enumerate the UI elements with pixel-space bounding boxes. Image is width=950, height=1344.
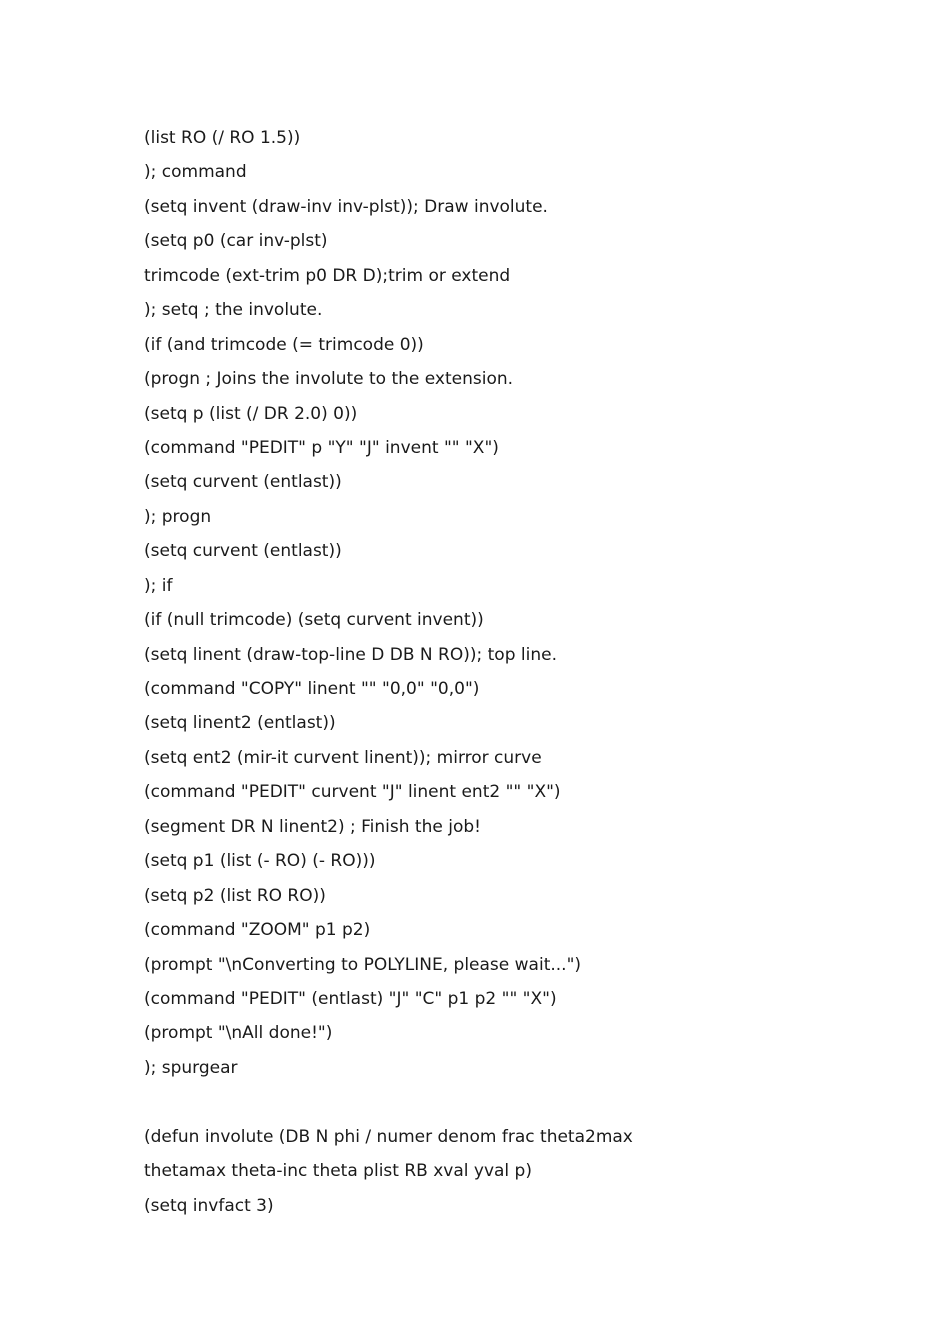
code-line: (setq curvent (entlast)) [144, 472, 342, 493]
code-line: thetamax theta-inc theta plist RB xval yval p) [144, 1161, 532, 1182]
code-line: (prompt "\nConverting to POLYLINE, please wait...") [144, 954, 582, 975]
code-line: (setq invent (draw-inv inv-plst)); Draw involute. [144, 196, 548, 217]
code-line: (setq p1 (list (- RO) (- RO))) [144, 851, 376, 872]
code-line: (setq p (list (/ DR 2.0) 0)) [144, 403, 358, 424]
code-line: ); setq ; the involute. [144, 300, 323, 321]
code-line: (setq p2 (list RO RO)) [144, 885, 326, 906]
code-line: (command "COPY" linent "" "0,0" "0,0") [144, 679, 480, 699]
code-line: (setq invfact 3) [144, 1195, 274, 1216]
code-line: (list RO (/ RO 1.5)) [144, 128, 301, 148]
code-line: ); if [144, 575, 173, 596]
code-line: (command "PEDIT" curvent "J" linent ent2 "" "X") [144, 782, 561, 803]
code-line: (setq linent2 (entlast)) [144, 713, 336, 734]
code-line: trimcode (ext-trim p0 DR D);trim or extend [144, 265, 511, 286]
code-listing [144, 121, 633, 1223]
code-line: ); progn [144, 506, 212, 527]
code-line: (command "ZOOM" p1 p2) [144, 920, 371, 941]
code-line: (setq linent (draw-top-line D DB N RO)); top line. [144, 644, 557, 665]
code-line: (setq curvent (entlast)) [144, 541, 342, 562]
code-line: (command "PEDIT" (entlast) "J" "C" p1 p2 "" "X") [144, 988, 557, 1009]
code-line: (command "PEDIT" p "Y" "J" invent "" "X") [144, 437, 499, 458]
code-line: ); spurgear [144, 1057, 238, 1078]
code-line: (segment DR N linent2) ; Finish the job! [144, 816, 481, 837]
blank-line [144, 1085, 633, 1119]
code-line: (if (and trimcode (= trimcode 0)) [144, 334, 424, 355]
code-line: (progn ; Joins the involute to the extension. [144, 369, 514, 390]
code-line: ); command [144, 162, 247, 183]
code-line: (setq p0 (car inv-plst) [144, 231, 328, 252]
code-line: (setq ent2 (mir-it curvent linent)); mirror curve [144, 747, 542, 768]
code-line: (prompt "\nAll done!") [144, 1023, 333, 1044]
code-line: (defun involute (DB N phi / numer denom frac theta2max [144, 1126, 633, 1147]
code-line: (if (null trimcode) (setq curvent invent)) [144, 610, 484, 631]
